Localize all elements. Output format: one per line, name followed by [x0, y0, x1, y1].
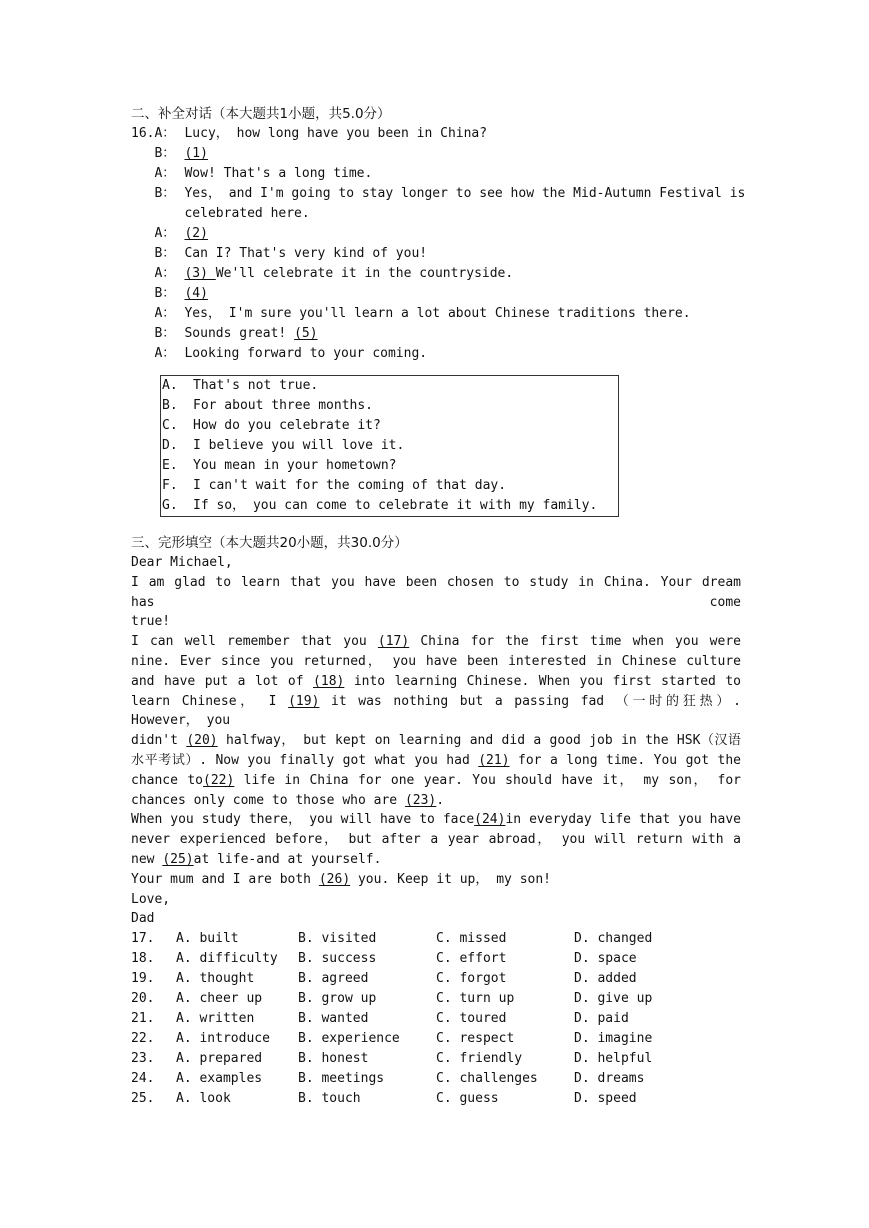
option-text: For about three months.: [193, 398, 374, 413]
section2-heading: 二、补全对话（本大题共1小题，共5.0分）: [131, 106, 391, 122]
option-item: [162, 476, 618, 496]
choice-row: [131, 969, 741, 989]
choice-c: C. missed: [436, 931, 507, 947]
letter-paragraph-5: [131, 870, 741, 890]
choice-row: [131, 929, 741, 949]
choice-number: 20.: [131, 991, 155, 1007]
text-run: .: [436, 792, 445, 808]
choices-list: [131, 929, 741, 1109]
text-run: for a long time. You got the chance to: [131, 752, 741, 788]
option-item: [162, 496, 618, 516]
choice-a: A. written: [176, 1011, 255, 1027]
options-box: [160, 375, 619, 517]
question-number: 16.: [131, 126, 155, 141]
choice-row: [131, 1049, 741, 1069]
text-run: halfway， but kept on learning and did a good job in the HSK（汉语水平考试）. Now you finally got what you had: [131, 733, 741, 768]
option-item: [162, 396, 618, 416]
option-text: I believe you will love it.: [193, 438, 405, 453]
choice-d: D. give up: [574, 991, 653, 1007]
option-item: [162, 456, 618, 476]
choice-number: 19.: [131, 971, 155, 987]
choice-b: B. experience: [298, 1031, 400, 1047]
option-text: That's not true.: [193, 378, 319, 393]
choice-row: [131, 1089, 741, 1109]
text-run: in everyday life that you have never experienced before， but after a year abroad， you will return with a new: [131, 812, 741, 867]
choice-row: [131, 989, 741, 1009]
choice-a: A. cheer up: [176, 991, 263, 1007]
option-text: You mean in your hometown?: [193, 458, 397, 473]
speaker-label: A：: [154, 126, 176, 141]
choice-c: C. challenges: [436, 1071, 538, 1087]
choice-b: B. honest: [298, 1051, 369, 1067]
choice-d: D. speed: [574, 1091, 637, 1107]
choice-b: B. success: [298, 951, 377, 967]
option-key: B.: [162, 398, 178, 413]
choice-b: B. meetings: [298, 1071, 385, 1087]
dialogue-blank: (2): [184, 226, 208, 241]
dialogue-line: [154, 324, 745, 344]
letter-paragraph-1a: I am glad to learn that you have been chosen to study in China. Your dream has come: [131, 574, 741, 610]
speaker-label: B：: [154, 286, 176, 301]
blank-24: (24): [474, 812, 506, 828]
dialogue-line: [154, 264, 745, 284]
choice-row: [131, 949, 741, 969]
choice-c: C. forgot: [436, 971, 507, 987]
blank-17: (17): [377, 634, 410, 650]
blank-18: (18): [313, 673, 345, 689]
cloze-letter: [131, 553, 741, 929]
choice-a: A. examples: [176, 1071, 263, 1087]
option-text: How do you celebrate it?: [193, 418, 381, 433]
choice-a: A. prepared: [176, 1051, 263, 1067]
choice-a: A. introduce: [176, 1031, 270, 1047]
choice-number: 22.: [131, 1031, 155, 1047]
choice-d: D. space: [574, 951, 637, 967]
choice-c: C. guess: [436, 1091, 499, 1107]
dialogue-line: [154, 304, 745, 324]
choice-a: A. difficulty: [176, 951, 278, 967]
dialogue-blank: (1): [184, 146, 208, 161]
text-run: into learning Chinese. When you first started to learn Chinese， I: [131, 673, 741, 709]
dialogue-text: Can I? That's very kind of you!: [184, 246, 428, 261]
dialogue-line: [154, 124, 745, 144]
question-16: [131, 124, 746, 364]
speaker-label: A：: [154, 166, 176, 181]
dialogue-text: We'll celebrate it in the countryside.: [215, 266, 514, 281]
choice-d: D. changed: [574, 931, 653, 947]
blank-26: (26): [318, 871, 351, 887]
option-key: C.: [162, 418, 178, 433]
dialogue-line: [154, 204, 745, 224]
option-item: [162, 376, 618, 396]
blank-25: (25): [162, 851, 194, 867]
dialogue-line: [154, 184, 745, 204]
choice-a: A. built: [176, 931, 239, 947]
text-run: Your mum and I are both: [131, 871, 319, 887]
choice-b: B. visited: [298, 931, 377, 947]
blank-23: (23): [404, 792, 437, 808]
dialogue: [154, 124, 745, 364]
dialogue-text: Wow! That's a long time.: [184, 166, 373, 181]
dialogue-text: Lucy， how long have you been in China?: [184, 126, 488, 141]
letter-closing: Love,: [131, 891, 171, 907]
text-run: at life-and at yourself.: [193, 851, 382, 867]
text-run: you. Keep it up， my son!: [350, 871, 551, 887]
choice-number: 23.: [131, 1051, 155, 1067]
choice-a: A. look: [176, 1091, 231, 1107]
choice-number: 21.: [131, 1011, 155, 1027]
speaker-label: B：: [154, 146, 176, 161]
speaker-label: B：: [154, 326, 176, 341]
section3-heading: 三、完形填空（本大题共20小题，共30.0分）: [131, 535, 408, 551]
option-key: A.: [162, 378, 178, 393]
dialogue-line: [154, 344, 745, 364]
choice-b: B. touch: [298, 1091, 361, 1107]
text-run: life in China for one year. You should have it， my son， for chances only come to those who are: [131, 772, 741, 808]
dialogue-line: [154, 224, 745, 244]
text-run: When you study there， you will have to face: [131, 812, 475, 828]
speaker-label: A：: [154, 226, 176, 241]
letter-paragraph-2: [131, 632, 741, 731]
letter-signature: Dad: [131, 911, 155, 927]
dialogue-blank: (4): [184, 286, 208, 301]
speaker-label: B：: [154, 186, 176, 201]
option-item: [162, 416, 618, 436]
dialogue-text: celebrated here.: [184, 206, 310, 221]
text-run: I can well remember that you: [131, 634, 378, 650]
choice-b: B. wanted: [298, 1011, 369, 1027]
choice-b: B. grow up: [298, 991, 377, 1007]
option-item: [162, 436, 618, 456]
dialogue-text: Looking forward to your coming.: [184, 346, 428, 361]
choice-number: 17.: [131, 931, 155, 947]
blank-20: (20): [186, 733, 218, 749]
option-key: G.: [162, 498, 178, 513]
option-text: I can't wait for the coming of that day.: [193, 478, 507, 493]
letter-paragraph-3: [131, 731, 741, 810]
choice-c: C. toured: [436, 1011, 507, 1027]
choice-row: [131, 1029, 741, 1049]
letter-greeting: Dear Michael,: [131, 555, 233, 570]
dialogue-line: [154, 144, 745, 164]
speaker-label: B：: [154, 246, 176, 261]
choice-c: C. friendly: [436, 1051, 523, 1067]
text-run: it was nothing but a passing fad （一时的狂热）. However， you: [131, 693, 741, 729]
text-run: didn't: [131, 733, 187, 749]
letter-paragraph-1b: true!: [131, 614, 171, 630]
dialogue-line: [154, 244, 745, 264]
choice-b: B. agreed: [298, 971, 369, 987]
choice-d: D. paid: [574, 1011, 629, 1027]
option-key: E.: [162, 458, 178, 473]
dialogue-text: Sounds great!: [184, 326, 295, 341]
exam-page: [131, 104, 746, 1109]
choice-row: [131, 1009, 741, 1029]
blank-21: (21): [478, 752, 510, 768]
dialogue-text: Yes， I'm sure you'll learn a lot about Chinese traditions there.: [184, 306, 691, 321]
choice-d: D. dreams: [574, 1071, 645, 1087]
speaker-label: A：: [154, 306, 176, 321]
dialogue-blank: (5): [294, 326, 318, 341]
choice-c: C. respect: [436, 1031, 515, 1047]
dialogue-blank: (3): [184, 266, 216, 281]
blank-19: (19): [288, 693, 320, 709]
choice-c: C. turn up: [436, 991, 515, 1007]
speaker-label: A：: [154, 266, 176, 281]
option-key: D.: [162, 438, 178, 453]
dialogue-line: [154, 164, 745, 184]
option-key: F.: [162, 478, 178, 493]
choice-number: 25.: [131, 1091, 155, 1107]
text-run: China for the first time when you were nine. Ever since you returned， you have been interested in Chinese culture and have put a lot of: [131, 634, 741, 689]
choice-number: 24.: [131, 1071, 155, 1087]
choice-row: [131, 1069, 741, 1089]
blank-22: (22): [203, 772, 235, 788]
speaker-label: A：: [154, 346, 176, 361]
dialogue-line: [154, 284, 745, 304]
choice-d: D. imagine: [574, 1031, 653, 1047]
choice-d: D. added: [574, 971, 637, 987]
choice-c: C. effort: [436, 951, 507, 967]
dialogue-text: Yes， and I'm going to stay longer to see how the Mid-Autumn Festival is: [184, 186, 746, 201]
option-text: If so， you can come to celebrate it with my family.: [193, 498, 598, 513]
choice-number: 18.: [131, 951, 155, 967]
letter-paragraph-4: [131, 810, 741, 869]
choice-a: A. thought: [176, 971, 255, 987]
choice-d: D. helpful: [574, 1051, 653, 1067]
